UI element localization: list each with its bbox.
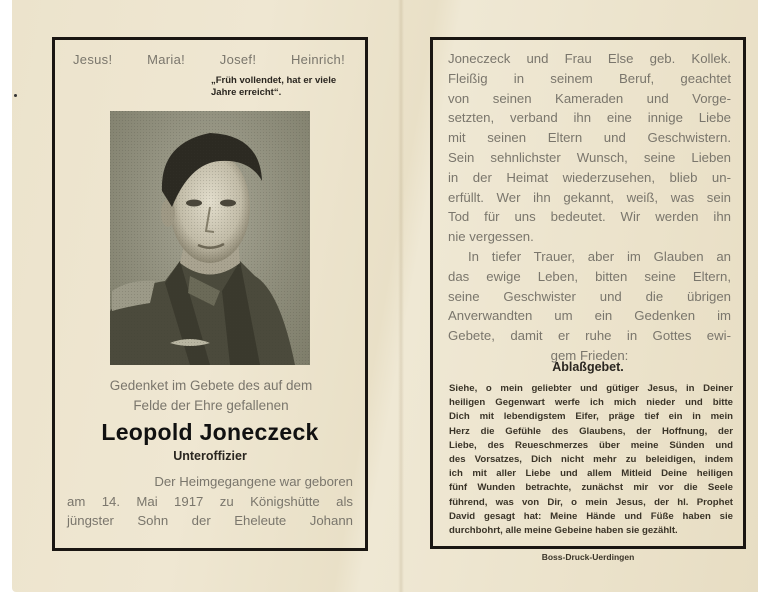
quote-line: Jahre erreicht“.	[211, 87, 282, 98]
prayer-line: David gesagt hat: Meine Hände und Füße haben sie	[449, 510, 733, 522]
epigraph-quote	[211, 75, 351, 99]
bio-line: Gebete, damit er ruhe in Gottes ewi-	[448, 328, 731, 344]
bio-line: setzten, verband ihn eine innige Liebe	[448, 110, 731, 126]
left-panel-frame	[52, 37, 368, 551]
bio-line: gem Frieden:	[550, 347, 629, 363]
bio-line: Der Heimgegangene war geboren	[154, 474, 353, 489]
memorial-text	[63, 376, 359, 416]
prayer-title: Ablaßgebet.	[552, 360, 624, 374]
deceased-name: Leopold Joneczeck	[101, 419, 319, 445]
bio-line: In tiefer Trauer, aber im Glauben an	[468, 248, 731, 264]
invocation-josef: Josef!	[219, 52, 257, 67]
quote-line: „Früh vollendet, hat er viele	[211, 75, 337, 86]
bio-line: Sein sehnlichster Wunsch, seine Lieben	[448, 149, 731, 165]
prayer-line: fünf Wunden betrachte, zunächst mir vor die Seele	[449, 482, 733, 494]
invocation-heinrich: Heinrich!	[290, 52, 345, 67]
memorial-line: Felde der Ehre gefallenen	[133, 398, 289, 413]
right-panel-frame	[430, 37, 746, 549]
indulgence-prayer	[449, 382, 733, 538]
bio-line: jüngster Sohn der Eheleute Johann	[67, 513, 353, 528]
ink-spot	[14, 94, 17, 97]
bio-line: das ewige Leben, bitten seine Eltern,	[448, 268, 731, 284]
prayer-line: Herz die Gefühle des Glaubens, der Hoffnung, der	[449, 425, 733, 437]
invocation	[73, 52, 345, 67]
prayer-line: Siehe, o mein geliebter und gütiger Jesus, in Deiner	[449, 383, 733, 394]
bio-line: am 14. Mai 1917 zu Königshütte als	[67, 493, 353, 509]
prayer-line: führend, was von Dir, o mein Jesus, der hl. Prophet	[449, 496, 733, 508]
biography-start	[67, 472, 353, 531]
printer-imprint: Boss-Druck-Uerdingen	[541, 552, 635, 562]
bio-line: Anverwandten um ein Gedenken im	[448, 308, 731, 324]
invocation-maria: Maria!	[147, 52, 186, 67]
prayer-line: Dich mit lebendigstem Eifer, präge tief ein in mein	[449, 411, 733, 423]
prayer-line: Liebe, des Reueschmerzes über meine Sünden und	[449, 439, 733, 451]
bio-line: Fleißig in seinem Beruf, geachtet	[448, 70, 731, 86]
prayer-line: durchbohrt, alle meine Gebeine haben sie gezählt.	[449, 525, 678, 537]
bio-line: nie vergessen.	[448, 229, 534, 245]
invocation-jesus: Jesus!	[73, 52, 113, 67]
memorial-line: Gedenket im Gebete des auf dem	[109, 378, 313, 393]
portrait-photo	[110, 111, 310, 365]
prayer-line: ich mit aller Liebe und allem Mitleid Deine heiligen	[449, 468, 733, 480]
biography-continued	[448, 49, 731, 366]
prayer-line: des Vorsatzes, Dich nicht mehr zu beleidigen, indem	[449, 454, 733, 466]
bio-line: erfüllt. Wer ihn gekannt, weiß, was sein	[448, 189, 731, 205]
prayer-line: heiligen Gegenwart werfe ich mich nieder und bitte	[449, 397, 733, 409]
bio-line: von seinen Kameraden und Vorge-	[448, 90, 731, 106]
bio-line: seine Geschwister und die übrigen	[448, 288, 731, 304]
bio-line: in der Heimat wiederzusehen, blieb un-	[448, 169, 731, 185]
bio-line: Joneczeck und Frau Else geb. Kollek.	[448, 51, 731, 66]
soldier-portrait-image	[110, 111, 310, 365]
bio-line: mit seinen Eltern und Geschwistern.	[448, 130, 731, 146]
deceased-rank: Unteroffizier	[173, 449, 247, 463]
bio-line: Tod für uns bedeutet. Wir werden ihn	[448, 209, 731, 225]
center-fold	[398, 0, 404, 592]
